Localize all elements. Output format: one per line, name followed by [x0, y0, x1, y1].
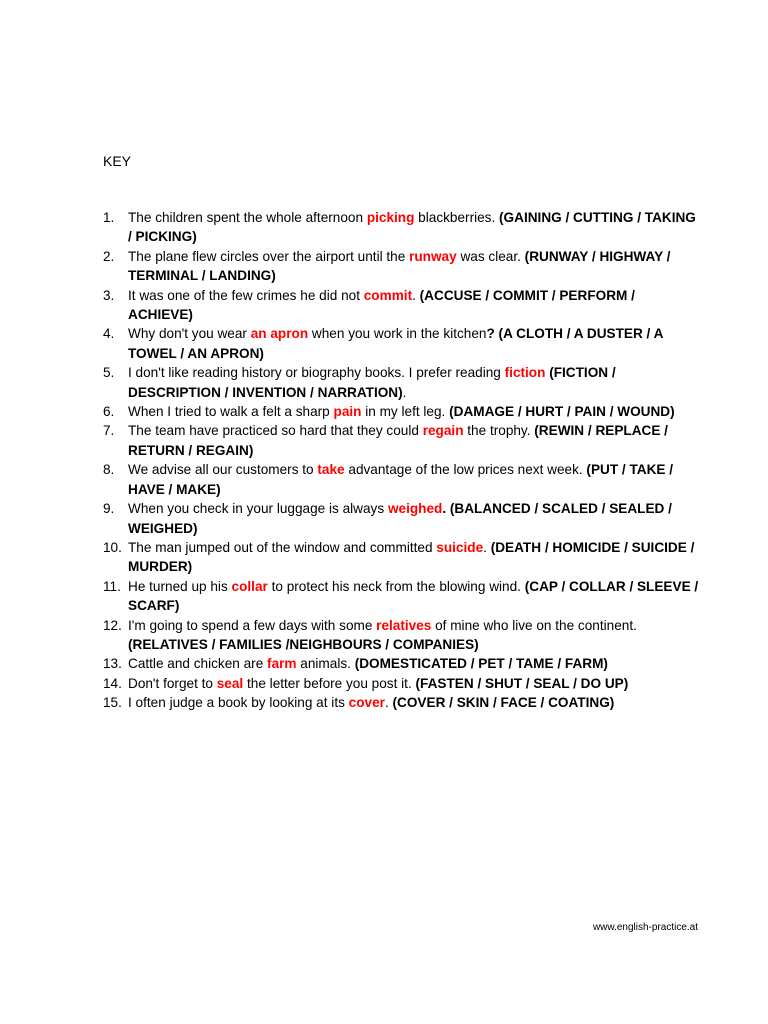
sentence-end: .	[483, 539, 491, 555]
sentence-end: blackberries.	[414, 210, 500, 225]
key-item-4	[103, 324, 703, 363]
key-item-6	[103, 402, 703, 421]
item-number: 2.	[103, 248, 115, 264]
answer-options: (GAINING / CUTTING / TAKING / PICKING)	[128, 210, 696, 245]
key-item-1	[103, 208, 703, 247]
item-number: 8.	[103, 462, 115, 478]
sentence-start: Cattle and chicken are	[128, 656, 268, 672]
answer-options: (FASTEN / SHUT / SEAL / DO UP)	[415, 675, 629, 691]
answer-word: pain	[333, 404, 362, 420]
answer-options: . (BALANCED / SCALED / SEALED / WEIGHED)	[128, 501, 672, 536]
sentence-end: advantage of the low prices next week.	[344, 462, 587, 478]
answer-word: fiction	[504, 365, 546, 381]
sentence-end: the letter before you post it.	[243, 675, 416, 691]
key-item-12	[103, 616, 703, 655]
answer-word: weighed	[387, 501, 443, 517]
answer-word: seal	[216, 675, 244, 691]
item-number: 3.	[103, 287, 115, 303]
key-item-2	[103, 247, 703, 286]
sentence-start: The children spent the whole afternoon	[128, 210, 367, 225]
answer-word: cover	[348, 695, 385, 711]
answer-options: (DOMESTICATED / PET / TAME / FARM)	[354, 656, 608, 672]
sentence-tail: .	[402, 384, 407, 400]
sentence-start: Why don't you wear	[128, 326, 251, 342]
item-number: 7.	[103, 423, 115, 439]
item-number: 6.	[103, 404, 115, 420]
key-item-5	[103, 363, 703, 402]
sentence-start: I don't like reading history or biography books. I prefer reading	[128, 365, 505, 381]
answer-options: (FICTION / DESCRIPTION / INVENTION / NARRATION)	[128, 365, 616, 400]
sentence-end: was clear.	[456, 248, 525, 264]
answer-word: collar	[231, 578, 268, 594]
answer-options: (DAMAGE / HURT / PAIN / WOUND)	[449, 404, 675, 420]
key-item-15	[103, 693, 703, 712]
key-item-7	[103, 421, 703, 460]
item-number: 4.	[103, 326, 115, 342]
sentence-start: I'm going to spend a few days with some	[128, 617, 377, 633]
sentence-end: .	[412, 287, 420, 303]
item-number: 13.	[103, 656, 122, 672]
key-item-8	[103, 460, 703, 499]
answer-options: (REWIN / REPLACE / RETURN / REGAIN)	[128, 423, 668, 458]
answer-options: (PUT / TAKE / HAVE / MAKE)	[128, 462, 674, 497]
answer-word: commit	[363, 287, 413, 303]
answer-options: (RELATIVES / FAMILIES /NEIGHBOURS / COMPANIES)	[128, 636, 479, 652]
key-item-14	[103, 674, 703, 693]
answer-options: ? (A CLOTH / A DUSTER / A TOWEL / AN APRON)	[128, 326, 663, 361]
sentence-end: .	[384, 695, 393, 711]
answer-word: suicide	[436, 539, 484, 555]
answer-options: (ACCUSE / COMMIT / PERFORM / ACHIEVE)	[128, 287, 635, 323]
item-number: 12.	[103, 617, 122, 633]
footer-website-url: www.english-practice.at	[592, 922, 698, 933]
answer-word: relatives	[376, 617, 432, 633]
key-item-13	[103, 654, 703, 673]
answer-options: (CAP / COLLAR / SLEEVE / SCARF)	[128, 578, 699, 614]
sentence-end: to protect his neck from the blowing wind.	[267, 578, 525, 594]
sentence-start: When you check in your luggage is always	[128, 501, 388, 517]
sentence-start: He turned up his	[128, 578, 232, 594]
item-number: 11.	[103, 578, 121, 594]
answer-options: (DEATH / HOMICIDE / SUICIDE / MURDER)	[128, 539, 695, 575]
sentence-start: When I tried to walk a felt a sharp	[128, 404, 334, 420]
sentence-start: The team have practiced so hard that they could	[128, 423, 423, 439]
sentence-end: when you work in the kitchen	[308, 326, 487, 342]
answer-options: (COVER / SKIN / FACE / COATING)	[392, 695, 615, 711]
sentence-end: animals.	[296, 656, 355, 672]
sentence-start: We advise all our customers to	[128, 462, 318, 478]
answer-word: regain	[422, 423, 464, 439]
item-number: 14.	[103, 675, 122, 691]
answer-options: (RUNWAY / HIGHWAY / TERMINAL / LANDING)	[128, 248, 671, 284]
sentence-end: in my left leg.	[361, 404, 450, 420]
sentence-start: The man jumped out of the window and committed	[128, 539, 437, 555]
item-number: 1.	[103, 210, 115, 225]
sentence-start: It was one of the few crimes he did not	[128, 287, 364, 303]
item-number: 15.	[103, 695, 122, 711]
key-item-11	[103, 577, 703, 616]
answer-word: take	[317, 462, 345, 478]
answer-word: farm	[267, 656, 297, 672]
sentence-start: Don't forget to	[128, 675, 217, 691]
item-number: 5.	[103, 365, 115, 381]
key-item-9	[103, 499, 703, 538]
answer-word: picking	[366, 210, 415, 225]
item-number: 9.	[103, 501, 115, 517]
sentence-start: I often judge a book by looking at its	[128, 695, 349, 711]
answer-word: an apron	[250, 326, 309, 342]
sentence-start: The plane flew circles over the airport until the	[128, 248, 410, 264]
sentence-end: of mine who live on the continent.	[431, 617, 637, 633]
key-item-3	[103, 286, 703, 325]
answer-key-list	[103, 208, 703, 713]
page-title: KEY	[103, 153, 132, 169]
answer-word: runway	[409, 248, 457, 264]
key-item-10	[103, 538, 703, 577]
item-number: 10.	[103, 539, 122, 555]
sentence-end: the trophy.	[463, 423, 535, 439]
